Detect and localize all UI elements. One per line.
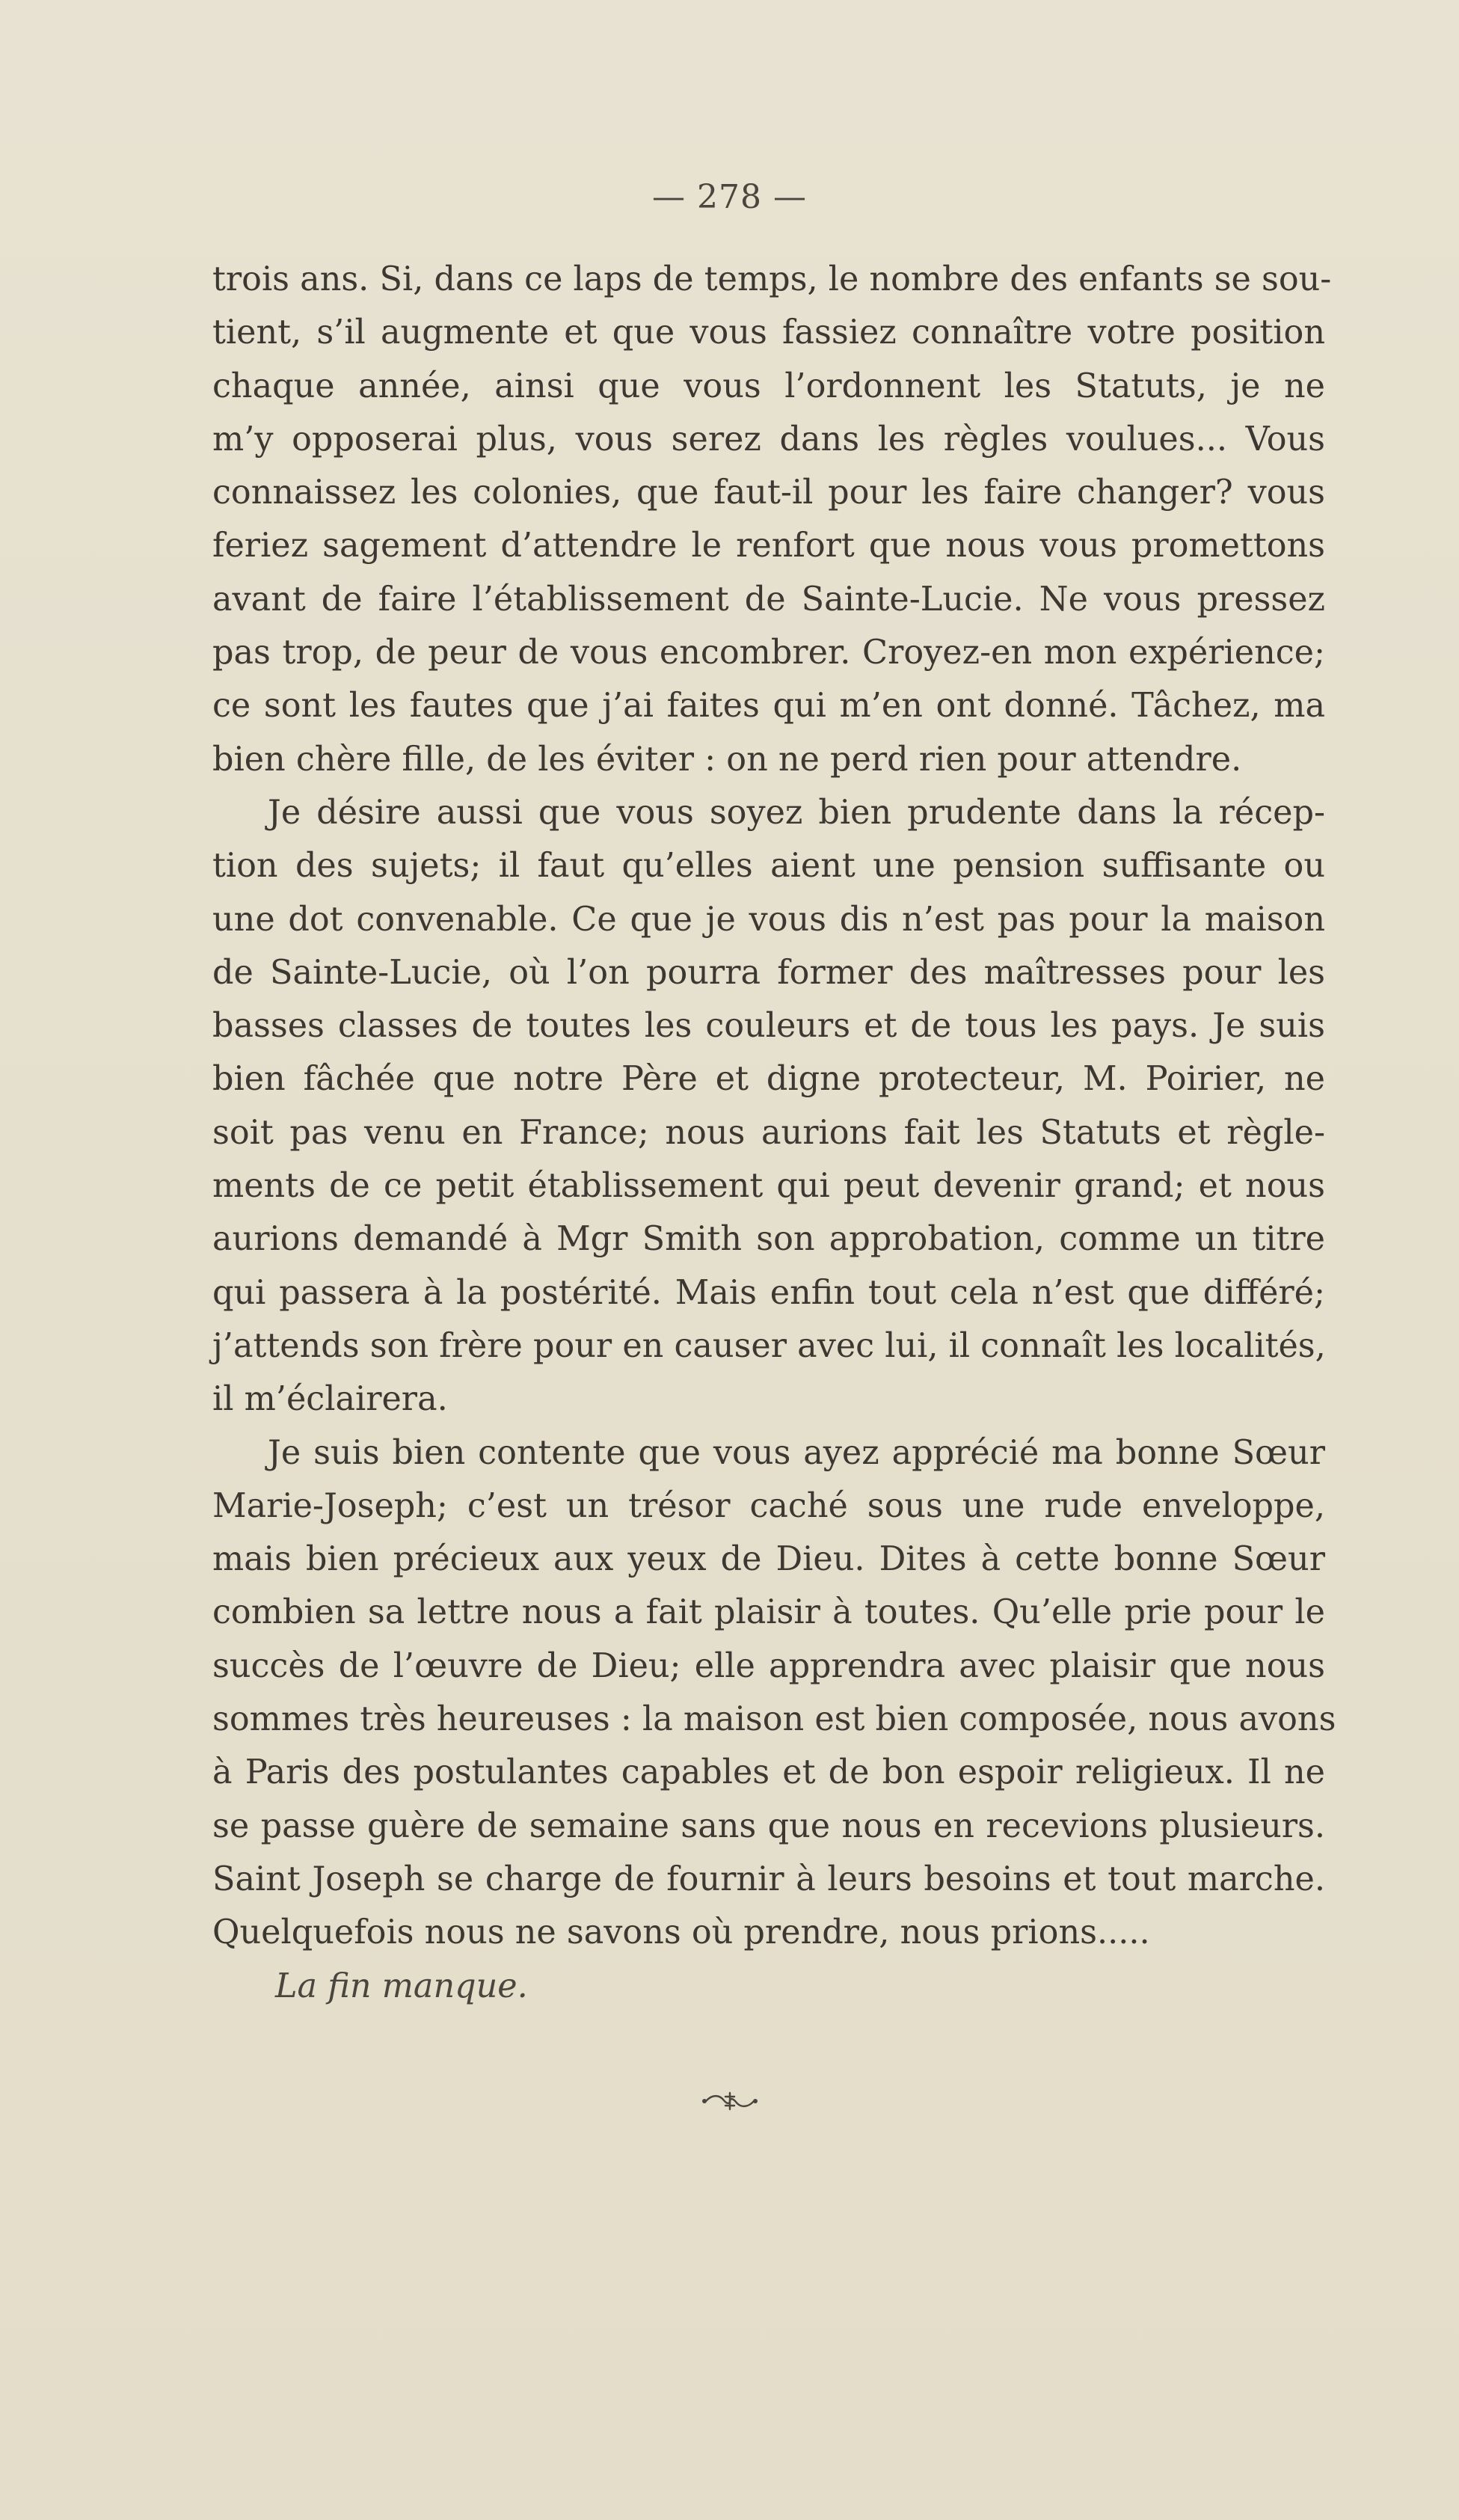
page-number: — 278 — (652, 178, 807, 216)
text-line: sommes très heureuses : la maison est bien composée, nous avons (212, 1700, 1336, 1739)
text-line: une dot convenable. Ce que je vous dis n’est pas pour la maison (212, 900, 1325, 939)
text-line: combien sa lettre nous a fait plaisir à toutes. Qu’elle prie pour le (212, 1593, 1325, 1632)
text-line: il m’éclairera. (212, 1380, 448, 1419)
text-line: trois ans. Si, dans ce laps de temps, le nombre des enfants se sou- (212, 260, 1332, 298)
text-line: j’attends son frère pour en causer avec lui, il connaît les localités, (212, 1326, 1326, 1365)
text-line: tion des sujets; il faut qu’elles aient une pension suffisante ou (212, 847, 1325, 886)
text-line: Marie-Joseph; c’est un trésor caché sous une rude enveloppe, (212, 1486, 1325, 1525)
text-line: succès de l’œuvre de Dieu; elle apprendra avec plaisir que nous (212, 1646, 1325, 1685)
text-line: mais bien précieux aux yeux de Dieu. Dites à cette bonne Sœur (212, 1540, 1325, 1579)
text-line: ments de ce petit établissement qui peut devenir grand; et nous (212, 1167, 1325, 1206)
text-line: Quelquefois nous ne savons où prendre, nous prions..... (212, 1913, 1150, 1952)
text-line: feriez sagement d’attendre le renfort que nous vous promettons (212, 527, 1325, 565)
text-line: Saint Joseph se charge de fournir à leurs besoins et tout marche. (212, 1860, 1325, 1898)
text-line: de Sainte-Lucie, où l’on pourra former des maîtresses pour les (212, 953, 1325, 992)
fleuron-ornament-icon (0, 2085, 1459, 2120)
text-line: chaque année, ainsi que vous l’ordonnent les Statuts, je ne (212, 367, 1325, 405)
text-line: avant de faire l’établissement de Sainte-Lucie. Ne vous pressez (212, 580, 1325, 619)
text-line: qui passera à la postérité. Mais enfin tout cela n’est que différé; (212, 1273, 1325, 1312)
text-line: connaissez les colonies, que faut-il pour les faire changer? vous (212, 473, 1325, 512)
text-line: bien fâchée que notre Père et digne protecteur, M. Poirier, ne (212, 1060, 1325, 1099)
text-line: aurions demandé à Mgr Smith son approbation, comme un titre (212, 1220, 1325, 1259)
text-line: pas trop, de peur de vous encombrer. Croyez-en mon expérience; (212, 634, 1325, 672)
text-line: soit pas venu en France; nous aurions fait les Statuts et règle- (212, 1113, 1325, 1152)
text-line: à Paris des postulantes capables et de bon espoir religieux. Il ne (212, 1753, 1325, 1792)
text-line: se passe guère de semaine sans que nous en recevions plusieurs. (212, 1806, 1325, 1845)
text-line: tient, s’il augmente et que vous fassiez connaître votre position (212, 313, 1325, 352)
closing-note: La fin manque. (275, 1966, 528, 2005)
text-line: basses classes de toutes les couleurs et de tous les pays. Je suis (212, 1007, 1325, 1046)
text-line: Je suis bien contente que vous ayez apprécié ma bonne Sœur (268, 1433, 1325, 1472)
text-line: Je désire aussi que vous soyez bien prudente dans la récep- (268, 793, 1325, 832)
text-line: bien chère fille, de les éviter : on ne perd rien pour attendre. (212, 740, 1242, 779)
text-line: ce sont les fautes que j’ai faites qui m’en ont donné. Tâchez, ma (212, 687, 1325, 726)
body-text (212, 253, 1336, 2013)
text-line: m’y opposerai plus, vous serez dans les règles voulues... Vous (212, 420, 1325, 459)
